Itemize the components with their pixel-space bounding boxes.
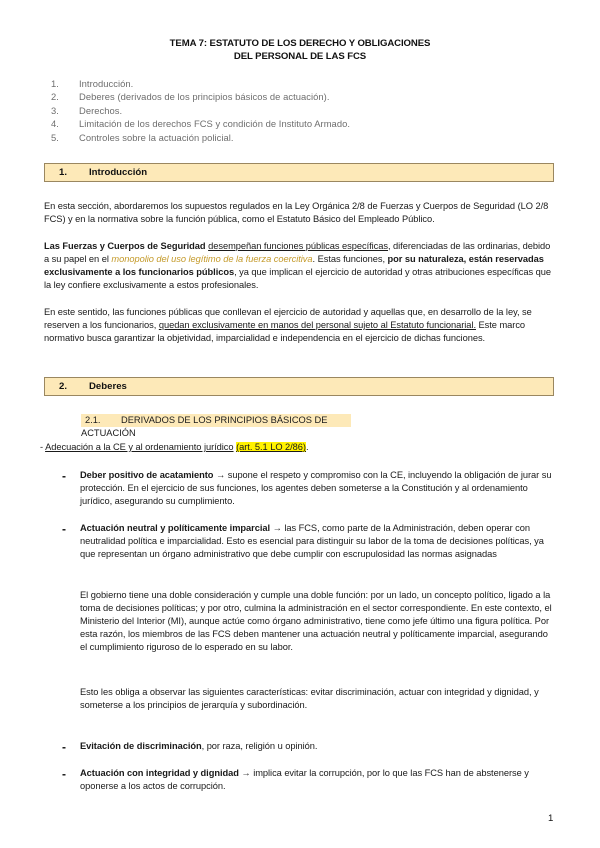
bullet-title: Deber positivo de acatamiento bbox=[80, 470, 214, 480]
fcs-bold: Las Fuerzas y Cuerpos de Seguridad bbox=[44, 241, 206, 251]
text-run: , diferenciadas de las ordinarias, debido a su papel en el bbox=[44, 241, 551, 264]
toc-text: Deberes (derivados de los principios básicos de actuación). bbox=[79, 91, 330, 103]
toc-number: 4. bbox=[51, 118, 59, 130]
dash: - bbox=[40, 442, 46, 452]
section-1-number: 1. bbox=[59, 167, 68, 178]
bullet-text: → supone el respeto y compromiso con la CE, incluyendo la obligación de jurar su protección. En el ejercicio de sus funciones, los agentes deben someterse a la Constitución y al ordenamiento jurídico, asegurando su cumplimiento. bbox=[80, 470, 552, 506]
toc-number: 1. bbox=[51, 78, 59, 89]
toc-item bbox=[51, 90, 350, 103]
bullet-integridad bbox=[80, 767, 556, 793]
subsection-title: DERIVADOS DE LOS PRINCIPIOS BÁSICOS DE ACTUACIÓN bbox=[81, 415, 328, 438]
toc-number: 2. bbox=[51, 91, 59, 103]
page-number: 1 bbox=[548, 813, 554, 824]
intro-paragraph-3 bbox=[44, 306, 556, 345]
underlined-phrase: quedan exclusivamente en manos del personal sujeto al Estatuto funcionarial. bbox=[158, 320, 476, 330]
toc-text: Introducción. bbox=[79, 78, 134, 89]
adecuacion-text: Adecuación a la CE y al ordenamiento jurídico bbox=[45, 442, 234, 452]
toc-item bbox=[51, 117, 350, 130]
underlined-phrase: desempeñan funciones públicas específicas bbox=[208, 241, 388, 251]
toc-text: Controles sobre la actuación policial. bbox=[79, 131, 234, 143]
text-run: , ya que implican el ejercicio de autoridad y otras atribuciones específicas que la ley confiere exclusivamente a estos profesionales. bbox=[44, 267, 552, 290]
toc-item bbox=[51, 77, 350, 90]
bullet-dash: - bbox=[62, 740, 66, 754]
section-1-heading bbox=[44, 163, 554, 182]
bullet-title: Evitación de discriminación bbox=[80, 741, 202, 751]
section-2-heading bbox=[44, 377, 554, 396]
bullet-title: Actuación con integridad y dignidad bbox=[80, 768, 239, 778]
adecuacion-line bbox=[40, 441, 552, 454]
monopoly-phrase: monopolio del uso legítimo de la fuerza coercitiva bbox=[111, 254, 313, 264]
bullet-text: → las FCS, como parte de la Administración, deben operar con neutralidad política e imparcialidad. Esto es esencial para distinguir su labor de la toma de decisiones políticas, ya que representan un órgano administrativo que debe cumplir con escrupulosidad las normas asignadas bbox=[80, 523, 544, 559]
period: . bbox=[305, 442, 309, 452]
section-2-title: Deberes bbox=[89, 381, 127, 392]
bullet-text: , por raza, religión u opinión. bbox=[201, 741, 318, 751]
bullet-dash: - bbox=[62, 767, 66, 781]
section-2-number: 2. bbox=[59, 381, 68, 392]
neutralidad-paragraph-3: Esto les obliga a observar las siguientes características: evitar discriminación, actuar con integridad y dignidad, y someterse a los principios de jerarquía y subordinación. bbox=[80, 687, 539, 710]
document-title bbox=[0, 37, 600, 63]
title-line-1: TEMA 7: ESTATUTO DE LOS DERECHO Y OBLIGACIONES bbox=[169, 38, 431, 49]
bullet-acatamiento bbox=[80, 469, 556, 508]
reserved-bold: por su naturaleza, están reservadas exclusivamente a los funcionarios públicos bbox=[44, 254, 544, 277]
bullet-title: Actuación neutral y políticamente imparcial bbox=[80, 523, 271, 533]
text-run: En este sentido, las funciones públicas que conllevan el ejercicio de autoridad y aquellas que, en desarrollo de la ley, se reserven a los funcionarios, bbox=[44, 307, 532, 330]
toc-text: Limitación de los derechos FCS y condición de Instituto Armado. bbox=[79, 118, 350, 130]
bullet-neutralidad bbox=[80, 522, 556, 561]
toc-number: 3. bbox=[51, 104, 59, 116]
bullet-text: → implica evitar la corrupción, por lo que las FCS han de abstenerse y oponerse a los actos de corrupción. bbox=[80, 768, 529, 791]
subsection-2-1-heading bbox=[81, 414, 351, 438]
text-run: . Estas funciones, bbox=[312, 254, 388, 264]
subsection-number: 2.1. bbox=[85, 415, 101, 425]
title-line-2: DEL PERSONAL DE LAS FCS bbox=[233, 51, 367, 62]
intro-paragraph-2 bbox=[44, 240, 556, 292]
toc-text: Derechos. bbox=[79, 104, 123, 116]
text-run: Este marco normativo busca garantizar la objetividad, imparcialidad e independencia en el ejercicio de dichas funciones. bbox=[44, 320, 526, 343]
legal-reference: (art. 5.1 LO 2/86) bbox=[236, 442, 306, 452]
section-1-title: Introducción bbox=[89, 167, 148, 178]
toc-item bbox=[51, 104, 350, 117]
table-of-contents bbox=[51, 77, 350, 144]
bullet-dash: - bbox=[62, 469, 66, 483]
neutralidad-paragraph-2: El gobierno tiene una doble consideración y cumple una doble función: por un lado, un concepto político, ligado a la toma de decisiones políticas; y por otro, culmina la administración en el sector correspondiente. En este contexto, el Ministerio del Interior (MI), aunque actúe como órgano administrativo, tiene como jefe último una figura política. Por esta razón, los miembros de las FCS deben mantener una actuación neutral y políticamente imparcial, asegurando el cumplimiento riguroso de lo esperado en su labor. bbox=[80, 590, 552, 652]
toc-number: 5. bbox=[51, 131, 59, 143]
toc-item bbox=[51, 131, 350, 144]
bullet-discriminacion bbox=[80, 740, 556, 753]
bullet-dash: - bbox=[62, 522, 66, 536]
intro-paragraph-1: En esta sección, abordaremos los supuestos regulados en la Ley Orgánica 2/8 de Fuerzas y Cuerpos de Seguridad (LO 2/8 FCS) y en la normativa sobre la función pública, como el Estatuto Básico del Empleado Público. bbox=[44, 201, 549, 224]
